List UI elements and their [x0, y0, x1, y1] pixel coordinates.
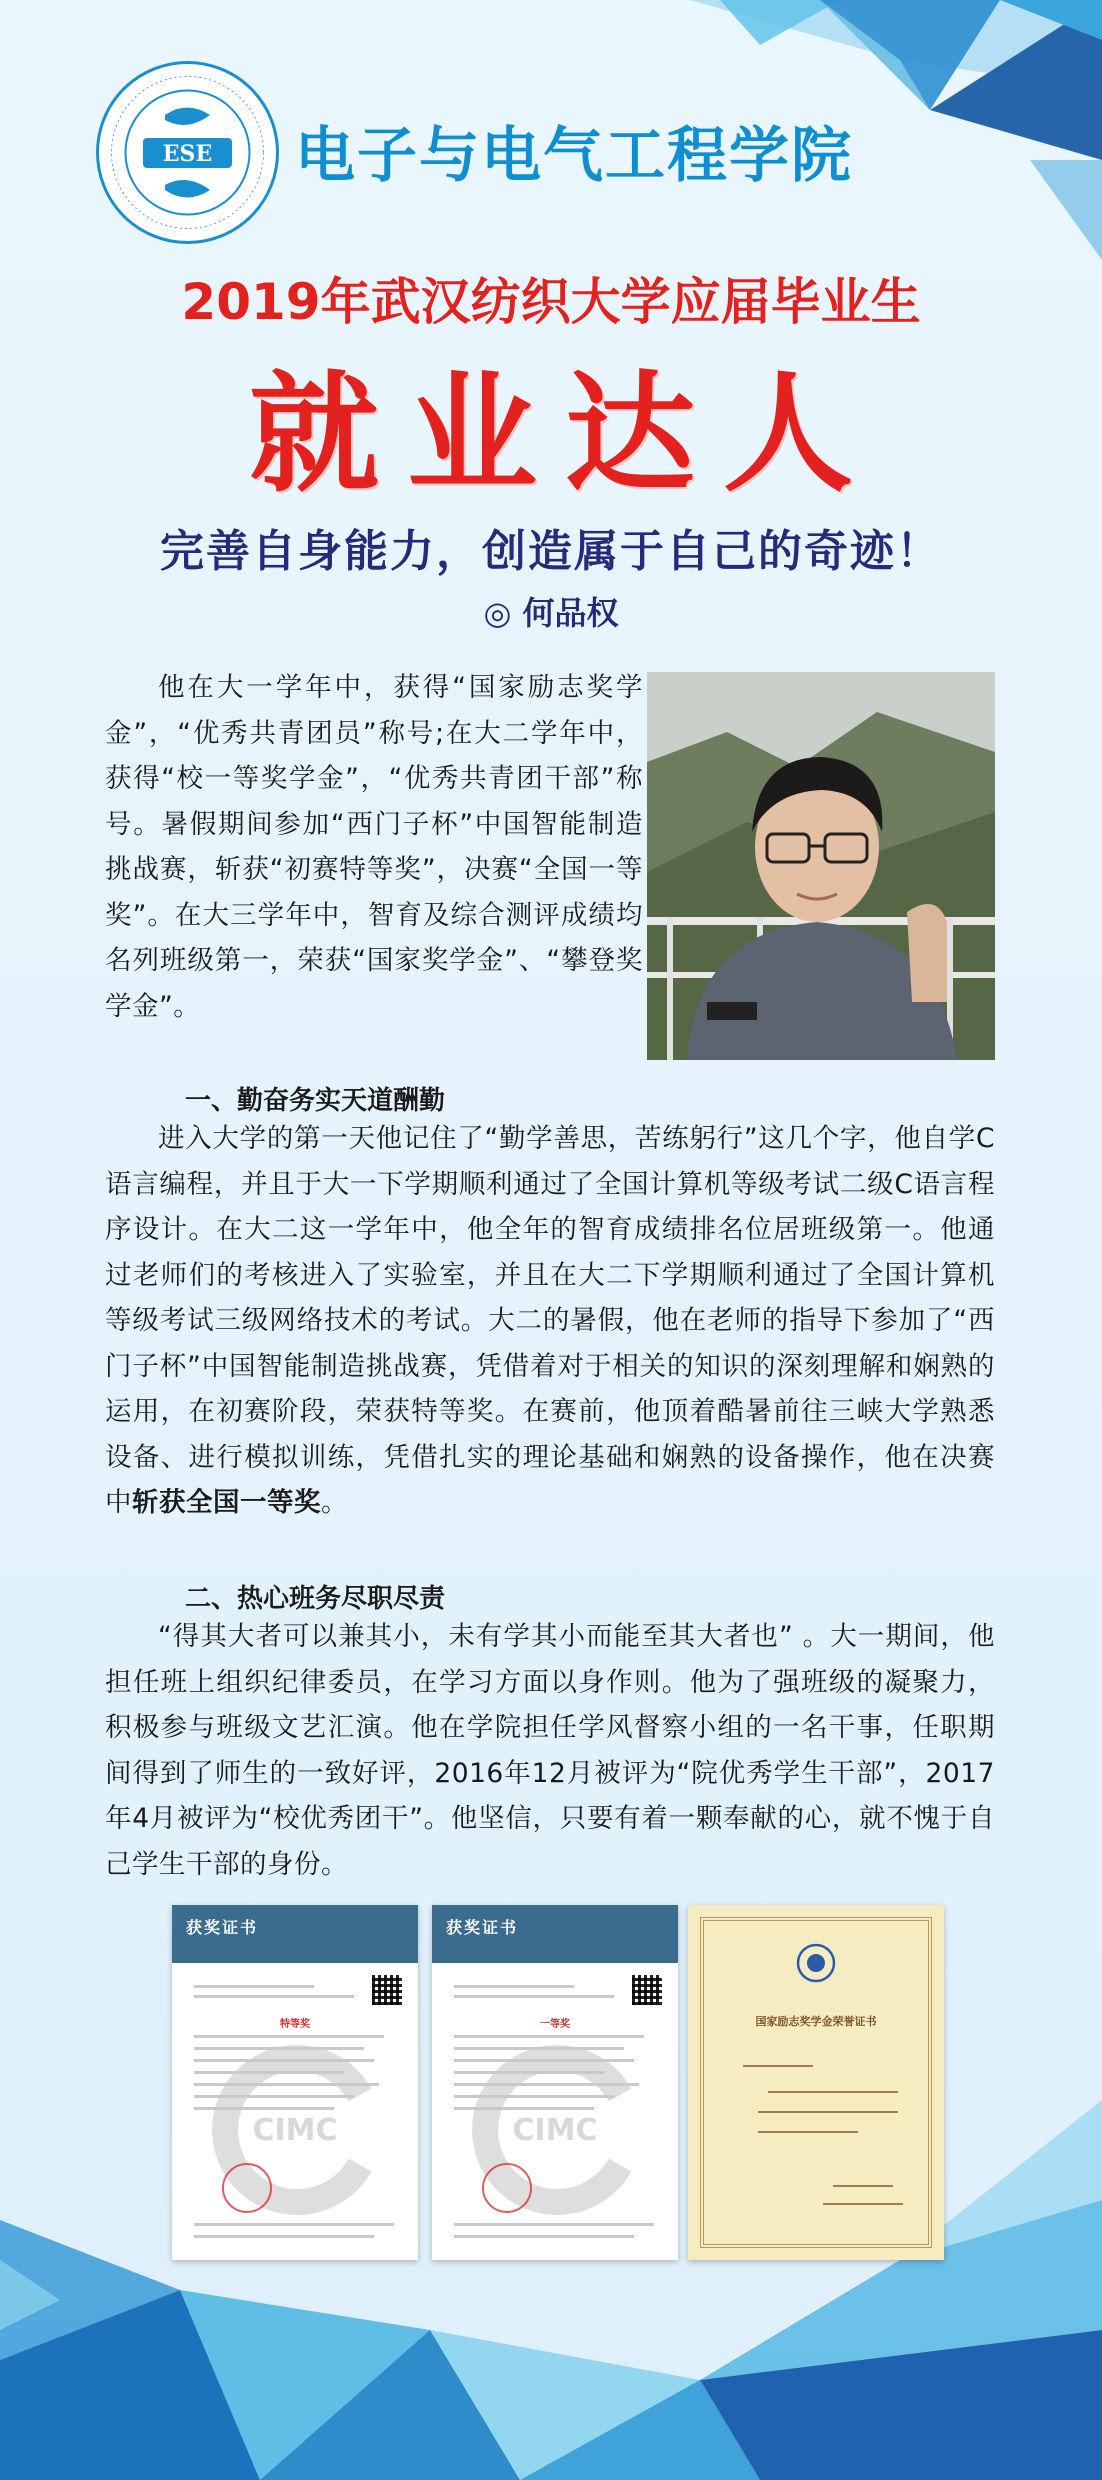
- logo-letters: ESE: [162, 141, 213, 167]
- section1-text: 进入大学的第一天他记住了“勤学善思，苦练躬行”这几个字，他自学C语言编程，并且于大一下学期顺利通过了全国计算机等级考试二级C语言程序设计。在大二这一学年中，他全年的智育成绩排名位居班级第一。他通过老师们的考核进入了实验室，并且在大二下学期顺利通过了全国计算机等级考试三级网络技术的考试。大二的暑假，他在老师的指导下参加了“西门子杯”中国智能制造挑战赛，凭借着对于相关的知识的深刻理解和娴熟的运用，在初赛阶段，荣获特等奖。在赛前，他顶着酷暑前往三峡大学熟悉设备、进行模拟训练，凭借扎实的理论基础和娴熟的设备操作，他在决赛中: [105, 1123, 995, 1518]
- certificate-title: 获奖证书: [446, 1918, 519, 1937]
- author-name: ◎ 何品权: [483, 594, 619, 632]
- main-title: 就业达人: [248, 358, 881, 510]
- certificate-header: [432, 1905, 678, 1963]
- section2-body: “得其大者可以兼其小，未有学其小而能至其大者也” 。大一期间，他担任班上组织纪律委员，在学习方面以身作则。他为了强班级的凝聚力，积极参与班级文艺汇演。他在学院担任学风督察小组的一名干事，任职期间得到了师生的一致好评，2016年12月被评为“院优秀学生干部”，2017年4月被评为“校优秀团干”。他坚信，只要有着一颗奉献的心，就不愧于自己学生干部的身份。: [105, 1621, 995, 1880]
- qr-code-icon: [632, 1975, 662, 2005]
- section1-body: [105, 1116, 995, 1526]
- svg-text:CIMC: CIMC: [512, 2113, 598, 2148]
- red-seal-icon: [482, 2163, 532, 2213]
- section2-heading: 二、热心班务尽职尽责: [185, 1584, 446, 1614]
- college-name: 电子与电气工程学院: [295, 121, 853, 191]
- section1-bold-text: 斩获全国一等奖: [132, 1487, 321, 1518]
- certificate-award: 特等奖: [280, 2019, 310, 2030]
- emblem-icon: [796, 1943, 836, 1983]
- college-logo: [95, 60, 280, 245]
- certificate-header: [172, 1905, 418, 1963]
- slogan: 完善自身能力，创造属于自己的奇迹！: [160, 526, 942, 577]
- award-certificate-2: [432, 1905, 678, 2260]
- certificate-title: 国家励志奖学金荣誉证书: [755, 2015, 877, 2028]
- scholarship-certificate: [688, 1905, 944, 2260]
- svg-text:CIMC: CIMC: [252, 2113, 338, 2148]
- section1-heading: 一、勤奋务实天道酬勤: [185, 1086, 446, 1116]
- section1-end: 。: [321, 1487, 348, 1518]
- certificate-award: 一等奖: [540, 2019, 570, 2030]
- headline: 2019年武汉纺织大学应届毕业生: [181, 273, 921, 331]
- award-certificate-1: [172, 1905, 418, 2260]
- certificate-title: 获奖证书: [186, 1918, 259, 1937]
- red-seal-icon: [222, 2163, 272, 2213]
- intro-paragraph: 他在大一学年中，获得“国家励志奖学金”，“优秀共青团员”称号;在大二学年中，获得“校一等奖学金”，“优秀共青团干部”称号。暑假期间参加“西门子杯”中国智能制造挑战赛，斩获“初赛特等奖”，决赛“全国一等奖”。在大三学年中，智育及综合测评成绩均名列班级第一，荣获“国家奖学金”、“攀登奖学金”。: [105, 672, 643, 1022]
- qr-code-icon: [372, 1975, 402, 2005]
- portrait-photo: [647, 672, 995, 1060]
